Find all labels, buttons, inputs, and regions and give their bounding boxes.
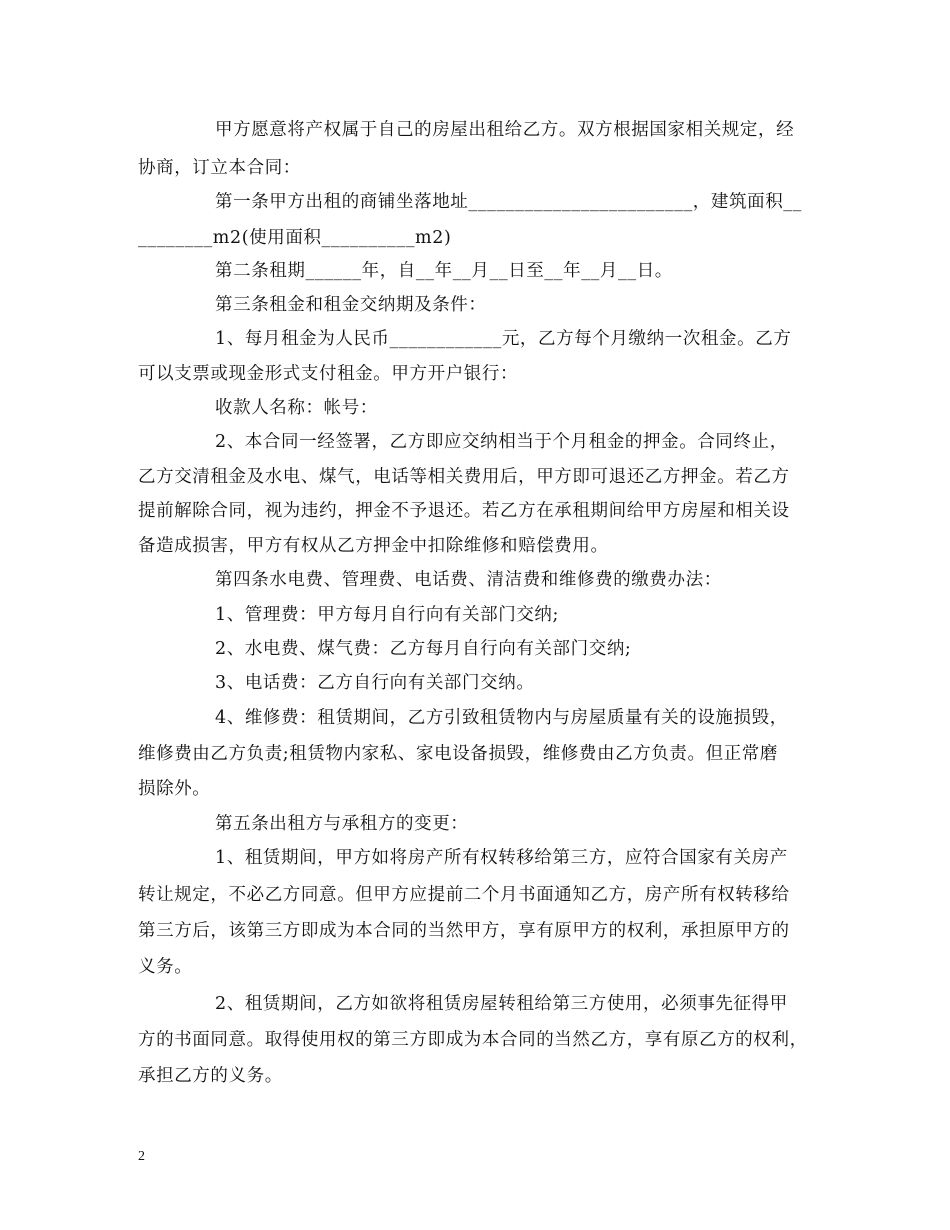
text-line: 1、租赁期间，甲方如将房产所有权转移给第三方，应符合国家有关房产 [215, 848, 788, 868]
text-line: 维修费由乙方负责;租赁物内家私、家电设备损毁，维修费由乙方负责。但正常磨 [138, 744, 778, 764]
text-line: 2、租赁期间，乙方如欲将租赁房屋转租给第三方使用，必须事先征得甲 [215, 994, 788, 1014]
text-line: 收款人名称：帐号： [215, 398, 378, 418]
text-line: 第一条甲方出租的商铺坐落地址________________________，建筑面积__ [215, 192, 802, 212]
text-line: 备造成损害，甲方有权从乙方押金中扣除维修和赔偿费用。 [138, 536, 609, 556]
text-line: 第五条出租方与承租方的变更： [215, 814, 469, 834]
text-line: 1、每月租金为人民币____________元，乙方每个月缴纳一次租金。乙方 [215, 329, 792, 349]
text-line: 第二条租期______年，自__年__月__日至__年__月__日。 [215, 261, 673, 281]
text-line: 提前解除合同，视为违约，押金不予退还。若乙方在承租期间给甲方房屋和相关设 [138, 501, 790, 521]
text-line: 承担乙方的义务。 [138, 1066, 283, 1086]
text-line: 义务。 [138, 957, 193, 977]
text-line: 2、本合同一经签署，乙方即应交纳相当于个月租金的押金。合同终止， [215, 432, 788, 452]
text-line: 第三方后，该第三方即成为本合同的当然甲方，享有原甲方的权利，承担原甲方的 [138, 921, 790, 941]
text-line: 第三条租金和租金交纳期及条件： [215, 295, 487, 315]
text-line: 第四条水电费、管理费、电话费、清洁费和维修费的缴费办法： [215, 570, 722, 590]
text-line: 损除外。 [138, 779, 211, 799]
text-line: 方的书面同意。取得使用权的第三方即成为本合同的当然乙方，享有原乙方的权利， [138, 1030, 808, 1050]
text-line: 4、维修费：租赁期间，乙方引致租赁物内与房屋质量有关的设施损毁， [215, 708, 788, 728]
text-line: 1、管理费：甲方每月自行向有关部门交纳; [215, 605, 560, 625]
text-line: 可以支票或现金形式支付租金。甲方开户银行： [138, 364, 519, 384]
text-line: 乙方交清租金及水电、煤气，电话等相关费用后，甲方即可退还乙方押金。若乙方 [138, 467, 790, 487]
page-number: 2 [138, 1149, 145, 1164]
text-line: 甲方愿意将产权属于自己的房屋出租给乙方。双方根据国家相关规定，经 [215, 120, 795, 140]
text-line: 2、水电费、煤气费：乙方每月自行向有关部门交纳; [215, 639, 632, 659]
text-line: ________m2(使用面积__________m2) [138, 228, 452, 248]
text-line: 转让规定，不必乙方同意。但甲方应提前二个月书面通知乙方，房产所有权转移给 [138, 885, 790, 905]
text-line: 协商，订立本合同： [138, 158, 301, 178]
text-line: 3、电话费：乙方自行向有关部门交纳。 [215, 673, 535, 693]
